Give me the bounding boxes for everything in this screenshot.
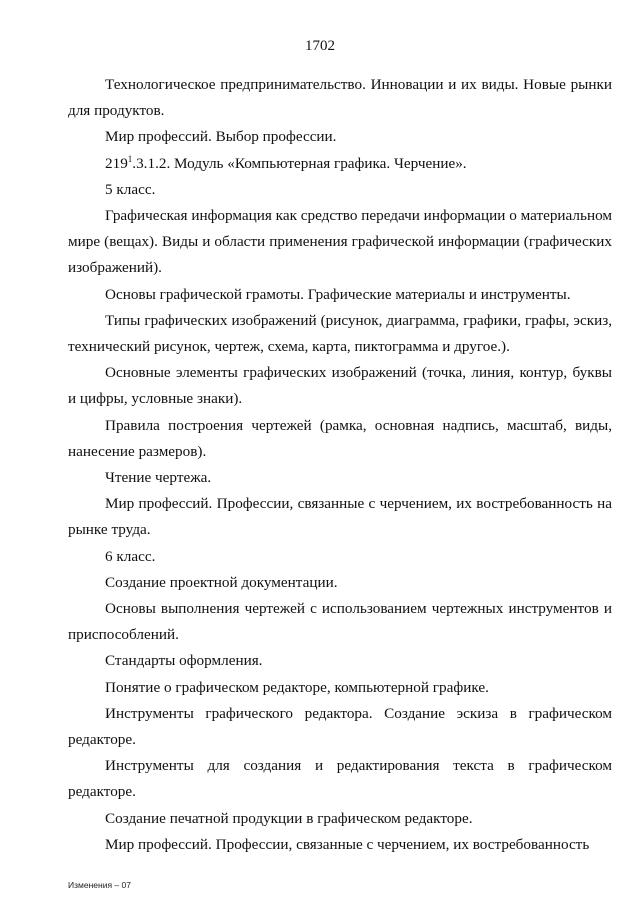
section-code: 219 (105, 154, 128, 172)
paragraph: Создание печатной продукции в графическом редакторе. (105, 809, 473, 827)
paragraph: Основы выполнения чертежей с использованием чертежных инструментов и приспособлений. (68, 600, 612, 644)
paragraph: Технологическое предпринимательство. Инновации и их виды. Новые рынки для продуктов. (68, 76, 612, 120)
paragraph: Правила построения чертежей (рамка, основная надпись, масштаб, виды, нанесение размеров). (68, 416, 612, 460)
paragraph: Основы графической грамоты. Графические материалы и инструменты. (105, 285, 571, 303)
grade-heading: 6 класс. (105, 547, 156, 565)
paragraph: Чтение чертежа. (105, 469, 212, 487)
paragraph: Мир профессий. Профессии, связанные с черчением, их востребованность (105, 835, 590, 853)
paragraph: Создание проектной документации. (105, 573, 338, 591)
grade-heading: 5 класс. (105, 180, 156, 198)
paragraph: Понятие о графическом редакторе, компьютерной графике. (105, 678, 489, 696)
section-title: .3.1.2. Модуль «Компьютерная графика. Черчение». (132, 154, 467, 172)
paragraph: Стандарты оформления. (105, 652, 263, 670)
section-heading (68, 151, 612, 177)
page-number: 1702 (305, 38, 335, 54)
document-body (68, 72, 612, 858)
paragraph: Мир профессий. Профессии, связанные с черчением, их востребованность на рынке труда. (68, 495, 612, 539)
paragraph: Графическая информация как средство передачи информации о материальном мире (вещах). Виды и области применения графической информации (графических изображений). (68, 207, 612, 277)
paragraph: Инструменты для создания и редактирования текста в графическом редакторе. (68, 757, 612, 801)
paragraph: Мир профессий. Выбор профессии. (105, 128, 337, 146)
paragraph: Основные элементы графических изображений (точка, линия, контур, буквы и цифры, условные знаки). (68, 364, 612, 408)
section-superscript: 1 (127, 153, 133, 164)
footer-changes-note: Изменения – 07 (68, 880, 131, 890)
paragraph: Типы графических изображений (рисунок, диаграмма, графики, графы, эскиз, технический рисунок, чертеж, схема, карта, пиктограмма и другое.). (68, 311, 612, 356)
paragraph: Инструменты графического редактора. Создание эскиза в графическом редакторе. (68, 704, 612, 749)
